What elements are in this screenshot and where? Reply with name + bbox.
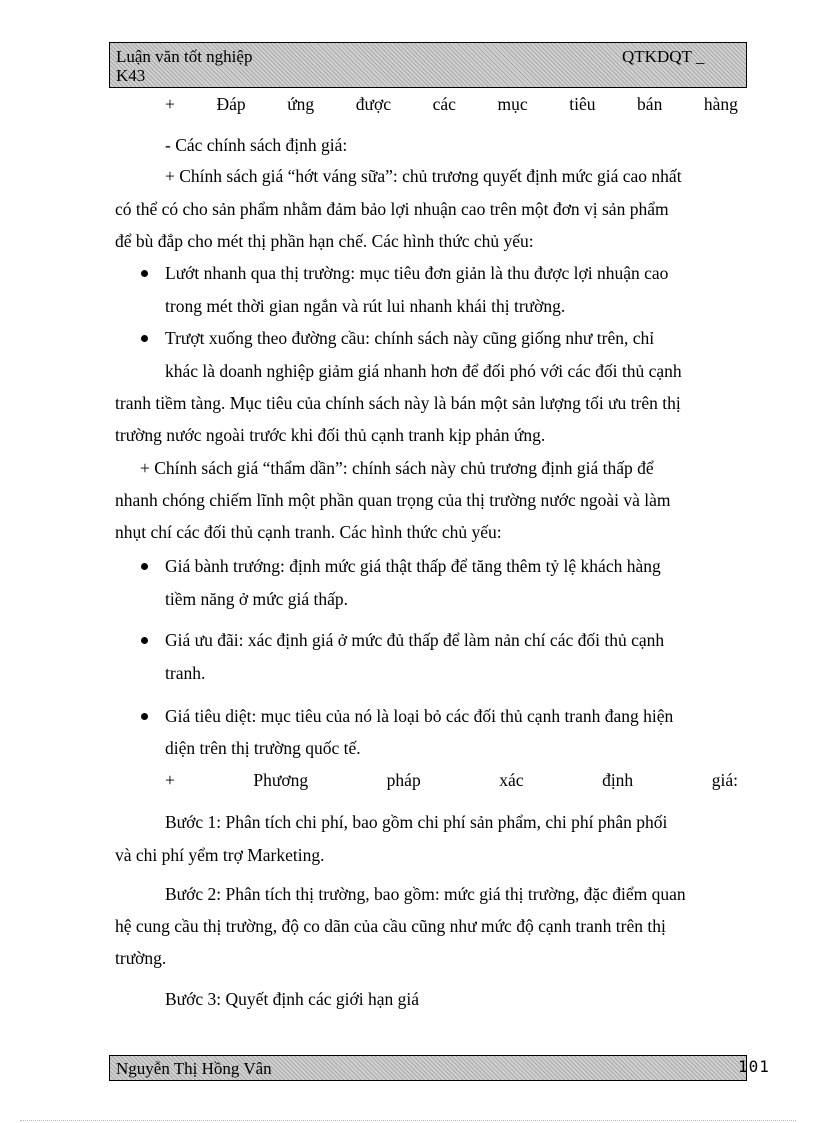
text-line: + Chính sách giá “thẩm dần”: chính sách này chủ trương định giá thấp để	[140, 458, 654, 478]
justified-line-sales-goals	[165, 94, 738, 114]
bullet-text: Lướt nhanh qua thị trường: mục tiêu đơn giản là thu được lợi nhuận cao	[165, 263, 669, 283]
page-header	[109, 42, 747, 88]
text-line: + Chính sách giá “hớt váng sữa”: chủ trương quyết định mức giá cao nhất	[165, 166, 682, 186]
word: xác	[499, 770, 524, 790]
bullet-icon	[141, 563, 148, 570]
word: giá:	[711, 770, 738, 790]
text-line: nhanh chóng chiếm lĩnh một phần quan trọng của thị trường nước ngoài và làm	[115, 490, 671, 510]
bullet-text: trong mét thời gian ngắn và rút lui nhanh khái thị trường.	[165, 296, 566, 316]
text-line: nhụt chí các đối thủ cạnh tranh. Các hình thức chủ yếu:	[115, 522, 502, 542]
header-class: K43	[116, 66, 146, 85]
page-footer	[109, 1055, 747, 1081]
word: được	[355, 94, 392, 114]
bullet-text: Giá bành trướng: định mức giá thật thấp để tăng thêm tỷ lệ khách hàng	[165, 556, 661, 576]
bullet-icon	[141, 637, 148, 644]
word: bán	[637, 94, 663, 114]
text-line: trường nước ngoài trước khi đối thủ cạnh tranh kịp phản ứng.	[115, 425, 546, 445]
bullet-text: khác là doanh nghiệp giảm giá nhanh hơn để đối phó với các đối thủ cạnh	[165, 361, 682, 381]
header-title: Luận văn tốt nghiệp	[116, 47, 253, 66]
word: tiêu	[569, 94, 596, 114]
text-line: - Các chính sách định giá:	[165, 135, 348, 155]
bullet-text: tiềm năng ở mức giá thấp.	[165, 589, 348, 609]
bullet-icon	[141, 335, 148, 342]
bullet-text: Giá ưu đãi: xác định giá ở mức đủ thấp để làm nản chí các đối thủ cạnh	[165, 630, 665, 650]
word: pháp	[386, 770, 421, 790]
word: hàng	[703, 94, 738, 114]
word: Đáp	[216, 94, 246, 114]
bullet-icon	[141, 713, 148, 720]
word: các	[432, 94, 456, 114]
word: +	[165, 770, 175, 790]
text-line: hệ cung cầu thị trường, độ co dãn của cầu cũng như mức độ cạnh tranh trên thị	[115, 916, 666, 936]
text-line: tranh tiềm tàng. Mục tiêu của chính sách này là bán một sản lượng tối ưu trên thị	[115, 393, 681, 413]
bullet-text: Trượt xuống theo đường cầu: chính sách này cũng giống như trên, chỉ	[165, 328, 655, 348]
text-line: để bù đắp cho mét thị phần hạn chế. Các hình thức chủ yếu:	[115, 231, 534, 251]
text-line: Bước 3: Quyết định các giới hạn giá	[165, 989, 419, 1009]
word: Phương	[253, 770, 309, 790]
word: định	[602, 770, 634, 790]
text-line: có thể có cho sản phẩm nhằm đảm bảo lợi nhuận cao trên một đơn vị sản phẩm	[115, 199, 669, 219]
text-line: Bước 2: Phân tích thị trường, bao gồm: mức giá thị trường, đặc điểm quan	[165, 884, 686, 904]
bullet-text: Giá tiêu diệt: mục tiêu của nó là loại bỏ các đối thủ cạnh tranh đang hiện	[165, 706, 674, 726]
page-bottom-divider	[20, 1120, 796, 1121]
text-line: và chi phí yểm trợ Marketing.	[115, 845, 325, 865]
word: mục	[497, 94, 528, 114]
author-name: Nguyễn Thị Hồng Vân	[116, 1059, 272, 1078]
header-program-code: QTKDQT _	[622, 47, 705, 66]
text-line: trường.	[115, 948, 167, 968]
bullet-text: tranh.	[165, 663, 206, 683]
bullet-text: diện trên thị trường quốc tế.	[165, 738, 361, 758]
word: ứng	[287, 94, 315, 114]
justified-line-pricing-method	[165, 770, 738, 790]
header-thesis-label	[116, 47, 252, 85]
word: +	[165, 94, 175, 114]
page-number: 101	[738, 1057, 770, 1076]
bullet-icon	[141, 270, 148, 277]
text-line: Bước 1: Phân tích chi phí, bao gồm chi phí sản phẩm, chi phí phân phối	[165, 812, 668, 832]
